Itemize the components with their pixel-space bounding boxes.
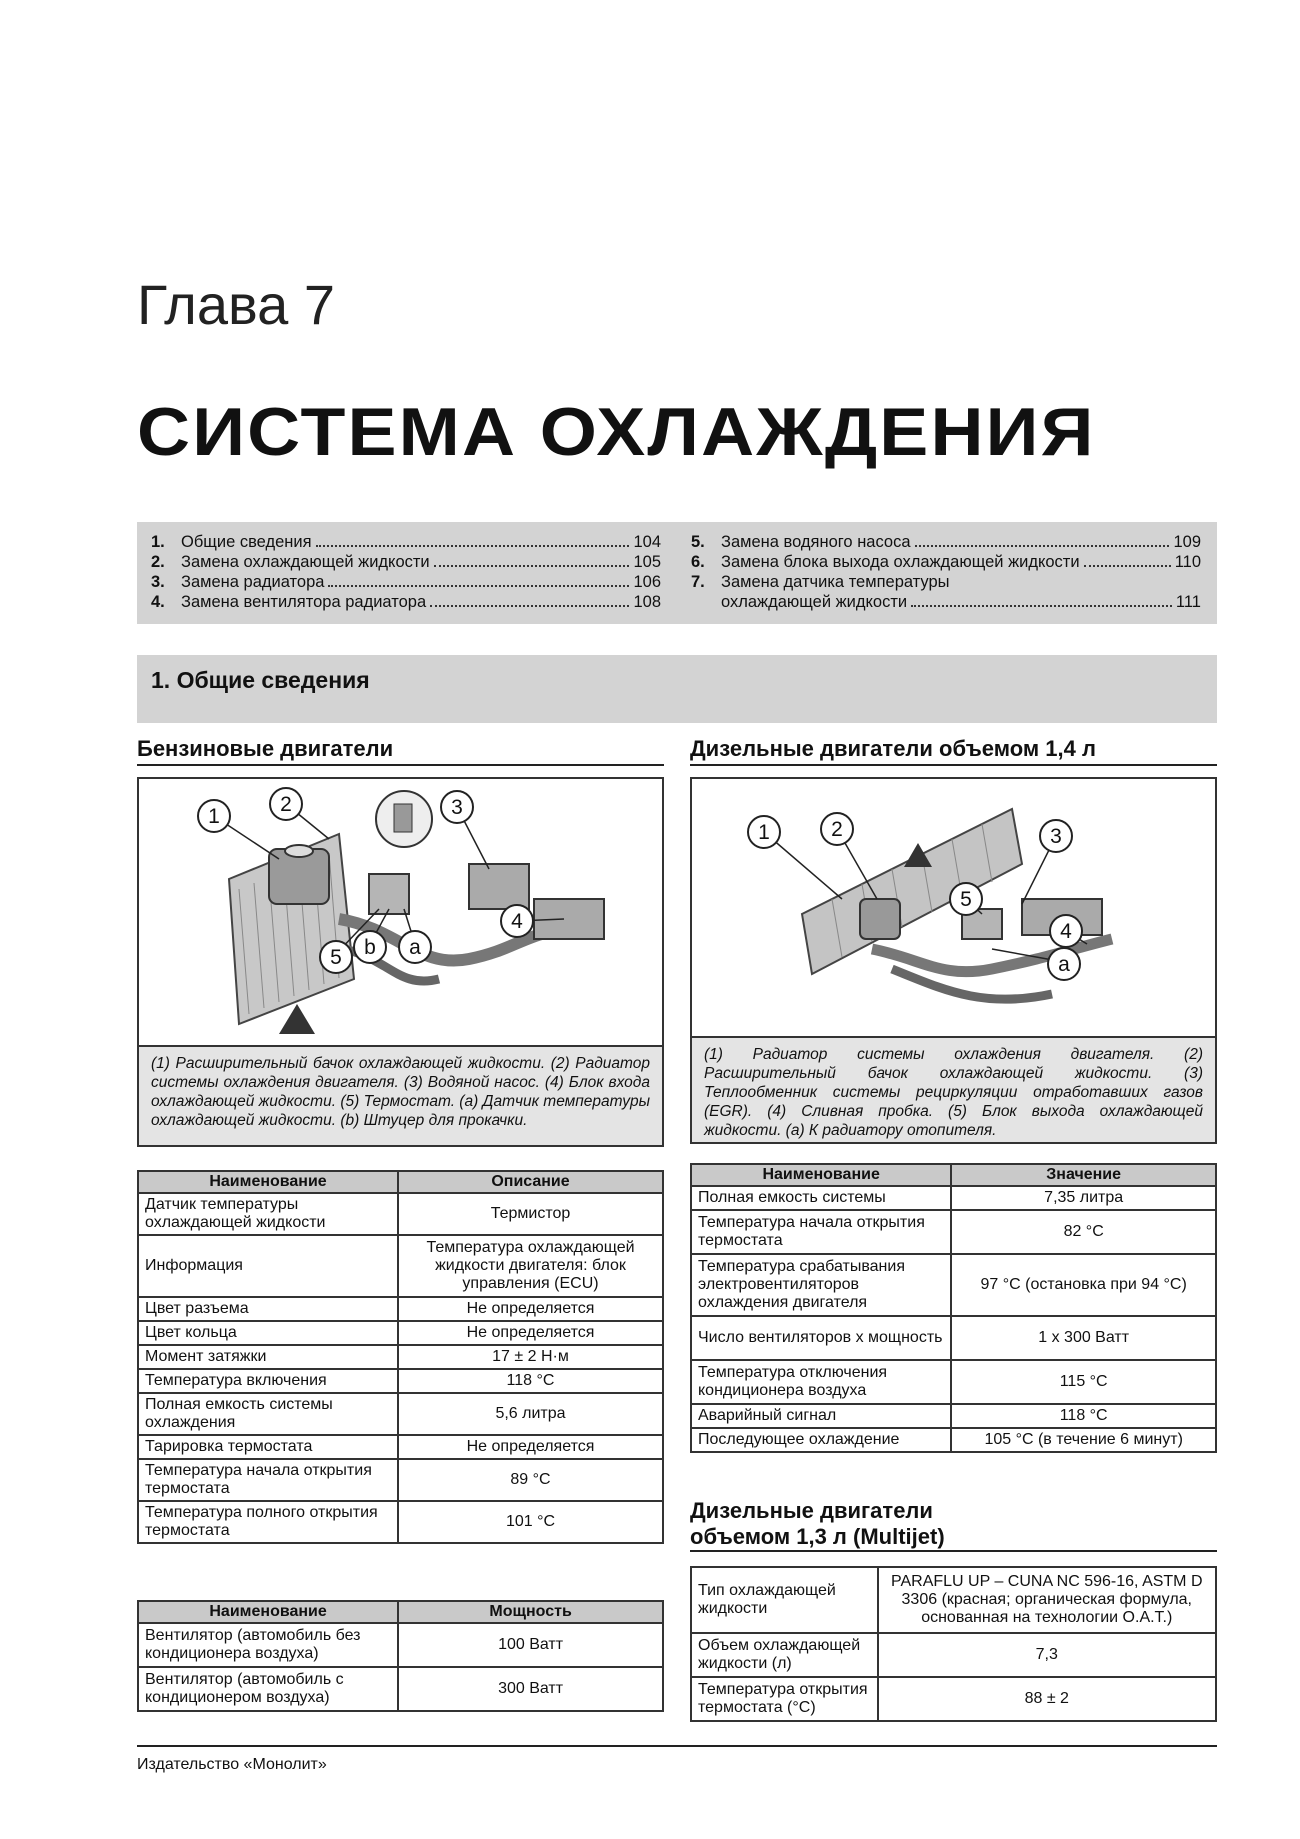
table-row xyxy=(138,1435,663,1459)
publisher-footer: Издательство «Монолит» xyxy=(137,1756,327,1773)
table-row xyxy=(691,1186,1216,1210)
callout-1 xyxy=(748,816,780,848)
table-cell: 1 x 300 Ватт xyxy=(951,1316,1216,1360)
toc-label: Замена блока выхода охлаждающей жидкости xyxy=(721,553,1080,571)
callout-1-label: 1 xyxy=(208,805,220,828)
diesel14-cooling-diagram xyxy=(690,777,1217,1042)
table-row xyxy=(138,1667,663,1711)
diesel14-diagram-illustration xyxy=(692,779,1215,1040)
toc-leader xyxy=(915,545,1170,547)
table-cell: 115 °C xyxy=(951,1360,1216,1404)
table-cell: Не определяется xyxy=(398,1321,663,1345)
callout-3-label: 3 xyxy=(451,796,463,819)
callout-a xyxy=(1048,948,1080,980)
diesel14-spec-table xyxy=(690,1163,1217,1453)
table-cell: Тарировка термостата xyxy=(138,1435,398,1459)
petrol-cooling-diagram xyxy=(137,777,664,1052)
callout-2-label: 2 xyxy=(831,818,843,841)
callout-5 xyxy=(950,883,982,915)
toc-num: 1. xyxy=(151,533,165,551)
table-row xyxy=(138,1623,663,1667)
table-cell: 300 Ватт xyxy=(398,1667,663,1711)
petrol-fan-table xyxy=(137,1600,664,1712)
toc-leader xyxy=(328,585,629,587)
chapter-label: Глава 7 xyxy=(137,273,335,336)
table-cell: 7,3 xyxy=(878,1633,1216,1677)
callout-4 xyxy=(501,905,533,937)
table-cell: Полная емкость системы xyxy=(691,1186,951,1210)
table-cell: Последующее охлаждение xyxy=(691,1428,951,1452)
callout-2 xyxy=(270,788,302,820)
table-row xyxy=(138,1369,663,1393)
column-header: Наименование xyxy=(138,1171,398,1193)
toc-num: 6. xyxy=(691,553,705,571)
callout-2-label: 2 xyxy=(280,793,292,816)
callout-b-label: b xyxy=(364,936,376,959)
petrol-spec-table xyxy=(137,1170,664,1544)
table-cell: PARAFLU UP – CUNA NC 596-16, ASTM D 3306 (красная; органическая формула, основанная на технологии O.A.T.) xyxy=(878,1567,1216,1633)
table-cell: Температура открытия термостата (°C) xyxy=(691,1677,878,1721)
toc-page: 111 xyxy=(1175,593,1201,611)
callout-a-label: a xyxy=(1058,953,1070,976)
table-row xyxy=(691,1210,1216,1254)
toc-item-continuation[interactable] xyxy=(691,592,1201,612)
table-cell: Не определяется xyxy=(398,1435,663,1459)
table-cell: Информация xyxy=(138,1235,398,1297)
toc-label: Замена охлаждающей жидкости xyxy=(181,553,430,571)
section-title: 1. Общие сведения xyxy=(151,667,370,693)
table-cell: Температура полного открытия термостата xyxy=(138,1501,398,1543)
diesel13-heading-line2: объемом 1,3 л (Multijet) xyxy=(690,1524,1217,1552)
toc-leader xyxy=(430,605,629,607)
toc-right-column xyxy=(691,532,1201,612)
inlet-block-shape xyxy=(534,899,604,939)
callout-4 xyxy=(1050,915,1082,947)
table-row xyxy=(691,1316,1216,1360)
callout-3-label: 3 xyxy=(1050,825,1062,848)
table-cell: 105 °C (в течение 6 минут) xyxy=(951,1428,1216,1452)
toc-num: 3. xyxy=(151,573,165,591)
diesel13-heading xyxy=(690,1498,1217,1552)
footer-divider xyxy=(137,1745,1217,1747)
table-cell: Тип охлаждающей жидкости xyxy=(691,1567,878,1633)
toc-item[interactable] xyxy=(691,532,1201,552)
table-cell: Момент затяжки xyxy=(138,1345,398,1369)
water-pump-shape xyxy=(469,864,529,909)
expansion-tank-shape xyxy=(860,899,900,939)
table-row xyxy=(691,1633,1216,1677)
table-of-contents xyxy=(137,522,1217,624)
callout-5-label: 5 xyxy=(330,946,342,969)
toc-item[interactable] xyxy=(151,532,661,552)
toc-label: охлаждающей жидкости xyxy=(721,593,908,611)
column-header: Описание xyxy=(398,1171,663,1193)
toc-leader xyxy=(316,545,630,547)
table-cell: Термистор xyxy=(398,1193,663,1235)
diesel14-caption: (1) Радиатор системы охлаждения двигателя. (2) Расширительный бачок охлаждающей жидкости. (3) Теплообменник системы рециркуляции отработавших газов (EGR). (4) Сливная пробка. (5) Блок выхода охлаждающей жидкости. (a) К радиатору отопителя. xyxy=(690,1036,1217,1144)
table-header-row xyxy=(138,1601,663,1623)
page-title: СИСТЕМА ОХЛАЖДЕНИЯ xyxy=(137,394,1096,470)
toc-page: 106 xyxy=(633,573,661,591)
callout-3 xyxy=(1040,820,1072,852)
table-cell: 100 Ватт xyxy=(398,1623,663,1667)
toc-left-column xyxy=(151,532,661,612)
table-cell: Температура начала открытия термостата xyxy=(138,1459,398,1501)
table-cell: 17 ± 2 Н·м xyxy=(398,1345,663,1369)
table-cell: 89 °C xyxy=(398,1459,663,1501)
table-cell: Температура включения xyxy=(138,1369,398,1393)
table-row xyxy=(138,1193,663,1235)
toc-item[interactable] xyxy=(151,592,661,612)
callout-5 xyxy=(320,941,352,973)
table-cell: Объем охлаждающей жидкости (л) xyxy=(691,1633,878,1677)
table-header-row xyxy=(138,1171,663,1193)
table-cell: Аварийный сигнал xyxy=(691,1404,951,1428)
table-cell: 82 °C xyxy=(951,1210,1216,1254)
diesel13-spec-table xyxy=(690,1566,1217,1722)
table-cell: 101 °C xyxy=(398,1501,663,1543)
table-cell: Вентилятор (автомобиль с кондиционером воздуха) xyxy=(138,1667,398,1711)
thermostat-shape xyxy=(369,874,409,914)
toc-item[interactable] xyxy=(151,552,661,572)
toc-label: Замена датчика температуры xyxy=(721,573,950,591)
toc-num: 2. xyxy=(151,553,165,571)
table-cell: 118 °C xyxy=(398,1369,663,1393)
table-cell: Температура отключения кондиционера воздуха xyxy=(691,1360,951,1404)
table-row xyxy=(138,1393,663,1435)
diesel14-heading: Дизельные двигатели объемом 1,4 л xyxy=(690,736,1217,766)
table-cell: Датчик температуры охлаждающей жидкости xyxy=(138,1193,398,1235)
table-row xyxy=(691,1360,1216,1404)
table-row xyxy=(138,1501,663,1543)
section-header xyxy=(137,655,1217,723)
table-row xyxy=(138,1321,663,1345)
column-header: Значение xyxy=(951,1164,1216,1186)
toc-num: 7. xyxy=(691,573,705,591)
toc-page: 109 xyxy=(1173,533,1201,551)
table-cell: 97 °C (остановка при 94 °C) xyxy=(951,1254,1216,1316)
table-row xyxy=(691,1404,1216,1428)
table-cell: 118 °C xyxy=(951,1404,1216,1428)
toc-label: Общие сведения xyxy=(181,533,312,551)
callout-4-label: 4 xyxy=(511,910,523,933)
petrol-caption: (1) Расширительный бачок охлаждающей жидкости. (2) Радиатор системы охлаждения двигателя. (3) Водяной насос. (4) Блок входа охлаждающей жидкости. (5) Термостат. (a) Датчик температуры охлаждающей жидкости. (b) Штуцер для прокачки. xyxy=(137,1045,664,1147)
toc-label: Замена водяного насоса xyxy=(721,533,911,551)
table-cell: Цвет кольца xyxy=(138,1321,398,1345)
toc-leader xyxy=(1084,565,1171,567)
callout-a-label: a xyxy=(409,936,421,959)
toc-page: 110 xyxy=(1174,553,1201,571)
toc-label: Замена радиатора xyxy=(181,573,325,591)
table-cell: Температура охлаждающей жидкости двигателя: блок управления (ECU) xyxy=(398,1235,663,1297)
callout-b xyxy=(354,931,386,963)
table-cell: Вентилятор (автомобиль без кондиционера воздуха) xyxy=(138,1623,398,1667)
table-cell: 7,35 литра xyxy=(951,1186,1216,1210)
toc-page: 108 xyxy=(633,593,661,611)
table-cell: Число вентиляторов х мощность xyxy=(691,1316,951,1360)
table-cell: Температура начала открытия термостата xyxy=(691,1210,951,1254)
column-header: Наименование xyxy=(138,1601,398,1623)
callout-4-label: 4 xyxy=(1060,920,1072,943)
toc-num: 4. xyxy=(151,593,165,611)
toc-label: Замена вентилятора радиатора xyxy=(181,593,427,611)
callout-5-label: 5 xyxy=(960,888,972,911)
table-row xyxy=(691,1428,1216,1452)
table-header-row xyxy=(691,1164,1216,1186)
table-row xyxy=(138,1297,663,1321)
toc-num: 5. xyxy=(691,533,705,551)
table-cell: 5,6 литра xyxy=(398,1393,663,1435)
table-row xyxy=(138,1459,663,1501)
table-cell: 88 ± 2 xyxy=(878,1677,1216,1721)
petrol-heading: Бензиновые двигатели xyxy=(137,736,664,766)
toc-item[interactable] xyxy=(691,552,1201,572)
table-row xyxy=(691,1567,1216,1633)
table-cell: Цвет разъема xyxy=(138,1297,398,1321)
publisher-logo-shape xyxy=(279,1004,315,1034)
callout-a xyxy=(399,931,431,963)
diesel13-heading-line1: Дизельные двигатели xyxy=(690,1498,933,1523)
toc-leader xyxy=(434,565,630,567)
table-row xyxy=(691,1677,1216,1721)
toc-leader xyxy=(911,605,1172,607)
table-row xyxy=(691,1254,1216,1316)
table-cell: Не определяется xyxy=(398,1297,663,1321)
toc-item[interactable] xyxy=(691,572,1201,592)
toc-page: 104 xyxy=(633,533,661,551)
callout-2 xyxy=(821,813,853,845)
table-row xyxy=(138,1345,663,1369)
table-row xyxy=(138,1235,663,1297)
toc-item[interactable] xyxy=(151,572,661,592)
callout-3 xyxy=(441,791,473,823)
table-cell: Температура срабатывания электровентиляторов охлаждения двигателя xyxy=(691,1254,951,1316)
petrol-diagram-illustration xyxy=(139,779,662,1050)
column-header: Мощность xyxy=(398,1601,663,1623)
column-header: Наименование xyxy=(691,1164,951,1186)
callout-1 xyxy=(198,800,230,832)
table-cell: Полная емкость системы охлаждения xyxy=(138,1393,398,1435)
callout-1-label: 1 xyxy=(758,821,770,844)
toc-page: 105 xyxy=(633,553,661,571)
